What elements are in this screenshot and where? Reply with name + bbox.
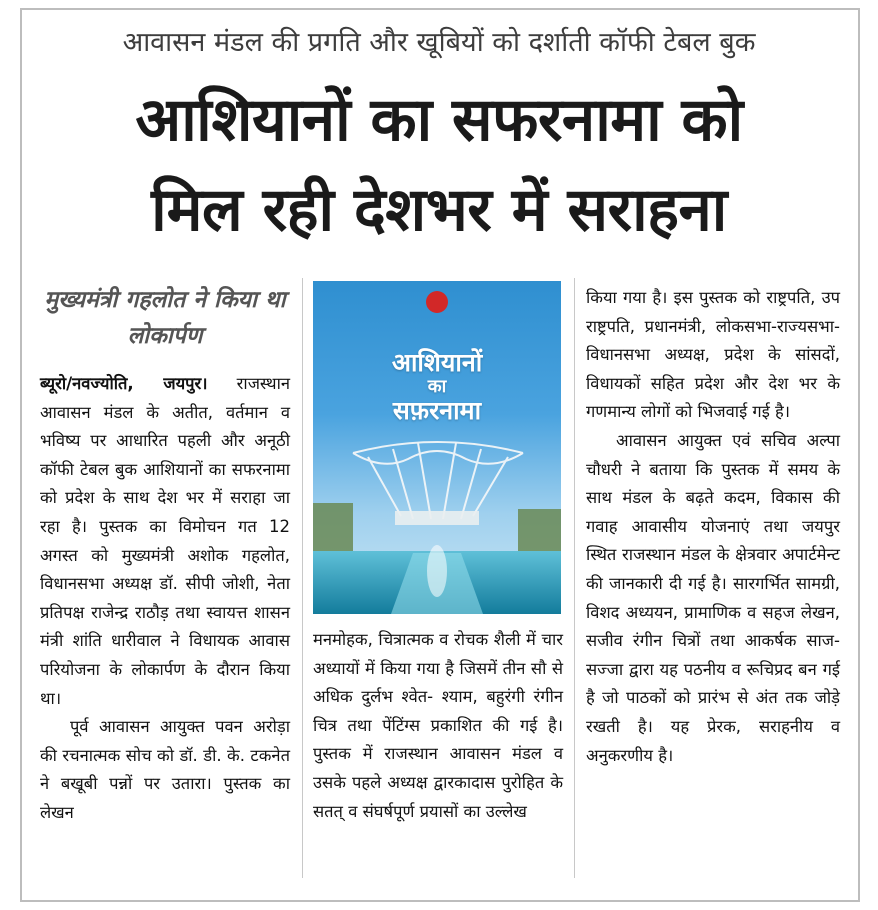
paragraph-text: राजस्थान आवासन मंडल के अतीत, वर्तमान व भविष्य पर आधारित पहली और अनूठी कॉफी टेबल बुक आशियानों का सफरनामा को प्रदेश के साथ देश भर में सराहा जा रहा है। पुस्तक का विमोचन गत 12 अगस्त को मुख्यमंत्री अशोक गहलोत, विधानसभा अध्यक्ष डॉ. सीपी जोशी, नेता प्रतिपक्ष राजेन्द्र राठौड़ तथा स्वायत्त शासन मंत्री शांति धारीवाल ने विधायक आवास परियोजना के लोकार्पण के दौरान किया था। <box>40 374 290 708</box>
article-subhead: मुख्यमंत्री गहलोत ने किया था लोकार्पण <box>44 286 286 349</box>
article-column-3 <box>586 284 840 770</box>
cover-scene <box>313 281 561 614</box>
column-1-paragraph-2: पूर्व आवासन आयुक्त पवन अरोड़ा की रचनात्मक सोच को डॉ. डी. के. टकनेत ने बखूबी पन्नों पर उतारा। पुस्तक का लेखन <box>40 717 290 822</box>
book-title-line: सफ़रनामा <box>392 396 482 425</box>
column-divider <box>302 278 303 878</box>
dateline: ब्यूरो/नवज्योति, जयपुर। <box>40 374 208 393</box>
housing-board-logo-icon <box>426 291 448 313</box>
article-kicker: आवासन मंडल की प्रगति और खूबियों को दर्शाती कॉफी टेबल बुक <box>122 27 756 58</box>
article-column-1 <box>40 370 290 828</box>
headline-line-2: मिल रही देशभर में सराहना <box>151 175 727 245</box>
column-3-paragraph-1: किया गया है। इस पुस्तक को राष्ट्रपति, उप राष्ट्रपति, प्रधानमंत्री, लोकसभा-राज्यसभा-विधानसभा अध्यक्ष, प्रदेश के सांसदों, विधायकों सहित प्रदेश और देश भर के गणमान्य लोगों को भिजवाई गई है। <box>586 288 840 422</box>
column-2-paragraph-1: मनमोहक, चित्रात्मक व रोचक शैली में चार अध्यायों में किया गया है जिसमें तीन सौ से अधिक दुर्लभ श्वेत- श्याम, बहुरंगी रंगीन चित्र तथा पेंटिंग्स प्रकाशित की गई है। पुस्तक में राजस्थान आवासन मंडल व उसके पहले अध्यक्ष द्वारकादास पुरोहित के सतत् व संघर्षपूर्ण प्रयासों का उल्लेख <box>313 630 563 821</box>
book-title-line: आशियानों <box>391 348 483 377</box>
article-column-2 <box>313 626 563 826</box>
book-title <box>313 349 561 425</box>
book-title-line: का <box>427 376 447 397</box>
book-cover-image <box>313 281 561 614</box>
column-3-paragraph-2: आवासन आयुक्त एवं सचिव अल्पा चौधरी ने बताया कि पुस्तक में समय के साथ मंडल के बढ़ते कदम, विकास की गवाह आवासीय योजनाएं तथा जयपुर स्थित राजस्थान मंडल के क्षेत्रवार अपार्टमेन्ट की जानकारी दी गई है। सारगर्भित सामग्री, विशद अध्ययन, प्रामाणिक व सहज लेखन, सजीव रंगीन चित्रों तथा आकर्षक साज-सज्जा द्वारा यह पठनीय व रूचिप्रद बन गई है जो पाठकों को प्रारंभ से अंत तक जोड़े रखती है। यह प्रेरक, सराहनीय व अनुकरणीय है। <box>586 430 840 765</box>
column-divider <box>574 278 575 878</box>
column-1-paragraph-1 <box>40 370 290 713</box>
headline-line-1: आशियानों का सफरनामा को <box>135 85 743 155</box>
